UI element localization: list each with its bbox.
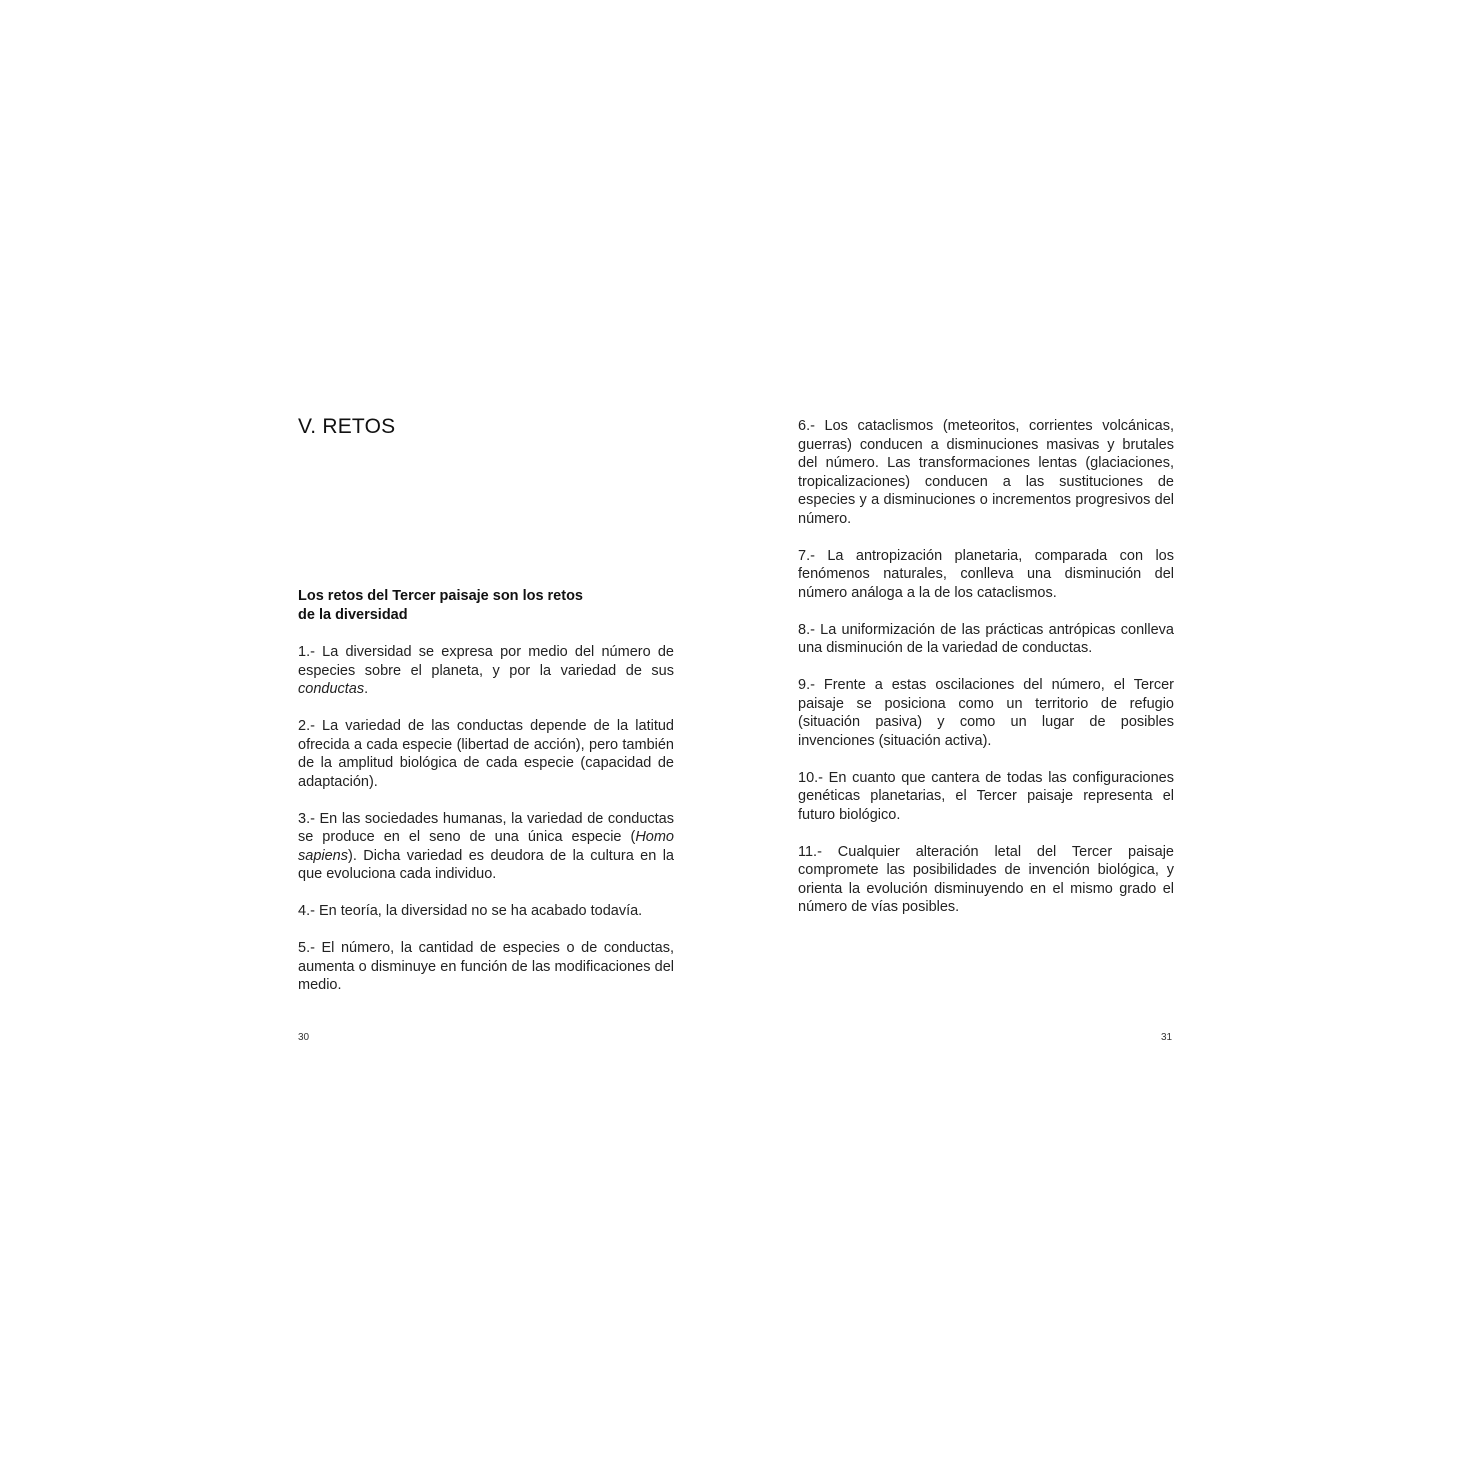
italic-term-conductas: conductas bbox=[298, 681, 365, 697]
paragraph-1: 1.- La diversidad se expresa por medio del número de especies sobre el planeta, y por la variedad de sus conductas. bbox=[298, 644, 674, 697]
paragraph-2: 2.- La variedad de las conductas depende de la latitud ofrecida a cada especie (libertad de acción), pero también de la amplitud biológica de cada especie (capacidad de adaptación). bbox=[298, 718, 674, 790]
paragraph-8: 8.- La uniformización de las prácticas antrópicas conlleva una disminución de la variedad de conductas. bbox=[798, 621, 1174, 656]
paragraph-6: 6.- Los cataclismos (meteoritos, corrientes volcánicas, guerras) conducen a disminuciones masivas y brutales del número. Las transformaciones lentas (glaciaciones, tropicalizaciones) conducen a las sustituciones de especies y a disminuciones o incrementos progresivos del número. bbox=[798, 418, 1174, 527]
section-heading-line1: Los retos del Tercer paisaje son los retos bbox=[298, 588, 584, 604]
paragraph-9: 9.- Frente a estas oscilaciones del número, el Tercer paisaje se posiciona como un territorio de refugio (situación pasiva) y como un lugar de posibles invenciones (situación activa). bbox=[798, 677, 1174, 749]
page-number-left: 30 bbox=[298, 1032, 310, 1043]
chapter-title: V. RETOS bbox=[298, 415, 396, 438]
page-number-right: 31 bbox=[1161, 1032, 1173, 1043]
section-heading-line2: de la diversidad bbox=[298, 606, 408, 623]
paragraph-4: 4.- En teoría, la diversidad no se ha acabado todavía. bbox=[298, 903, 643, 919]
paragraph-10: 10.- En cuanto que cantera de todas las configuraciones genéticas planetarias, el Tercer paisaje representa el futuro biológico. bbox=[798, 769, 1174, 823]
paragraph-11: 11.- Cualquier alteración letal del Tercer paisaje compromete las posibilidades de invención biológica, y orienta la evolución disminuyendo en el mismo grado el número de vías posibles. bbox=[798, 843, 1174, 915]
paragraph-3: 3.- En las sociedades humanas, la variedad de conductas se produce en el seno de una única especie (Homo sapiens). Dicha variedad es deudora de la cultura en la que evoluciona cada individuo. bbox=[298, 810, 674, 882]
paragraph-5: 5.- El número, la cantidad de especies o de conductas, aumenta o disminuye en función de las modificaciones del medio. bbox=[298, 940, 674, 993]
paragraph-7: 7.- La antropización planetaria, comparada con los fenómenos naturales, conlleva una disminución del número análoga a la de los cataclismos. bbox=[798, 547, 1174, 601]
italic-term-homo-sapiens: Homo sapiens bbox=[298, 829, 674, 864]
section-heading bbox=[298, 587, 658, 624]
right-page-body bbox=[798, 417, 1174, 917]
left-page-body bbox=[298, 643, 674, 995]
